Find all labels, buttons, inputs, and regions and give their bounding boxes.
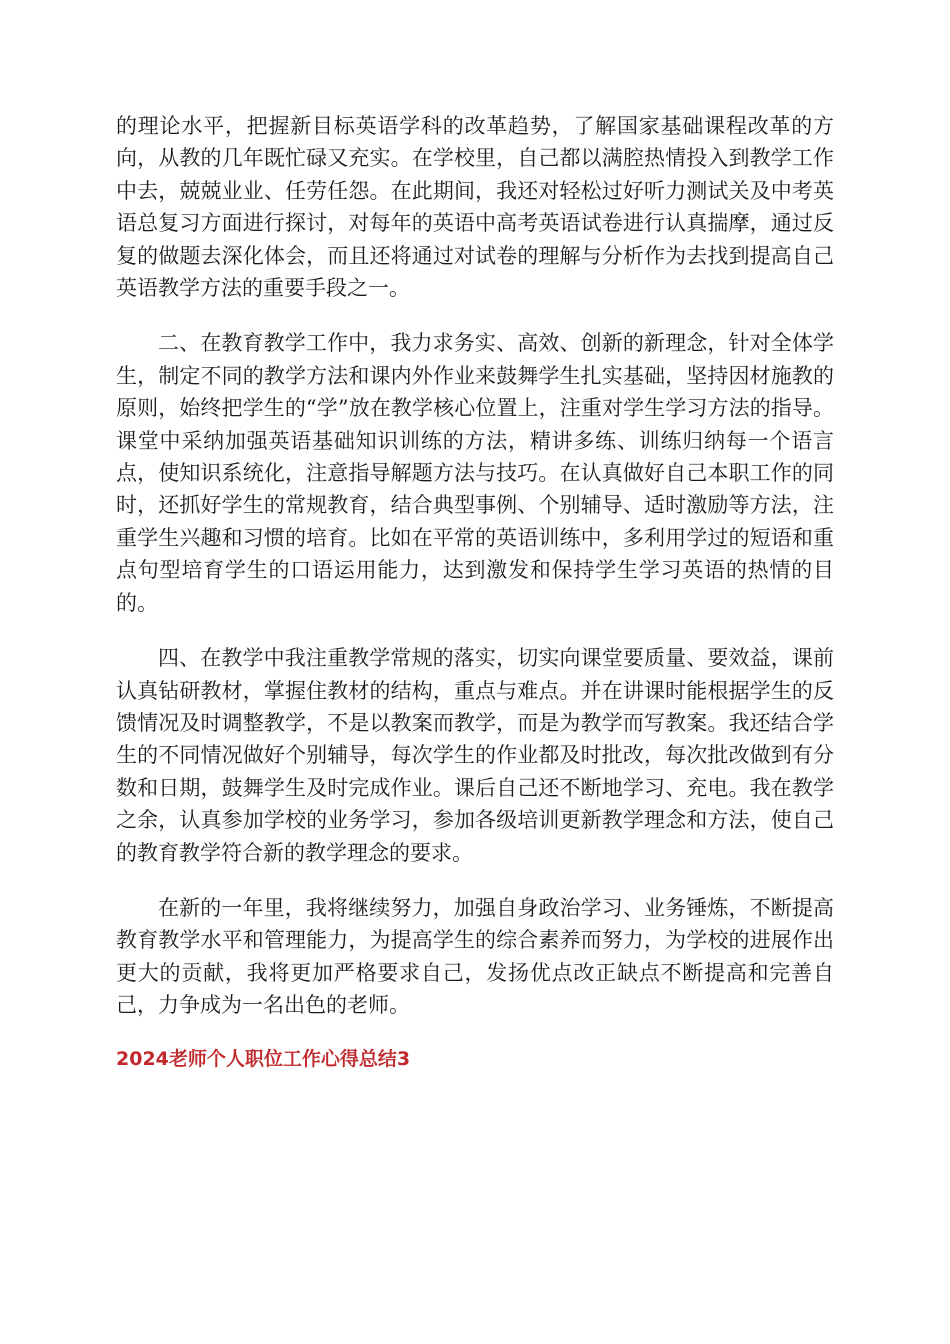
paragraph-section-four: 四、在教学中我注重教学常规的落实，切实向课堂要质量、要效益，课前认真钻研教材，掌握住教材的结构，重点与难点。并在讲课时能根据学生的反馈情况及时调整教学，不是以教案而教学，而是为教学而写教案。我还结合学生的不同情况做好个别辅导，每次学生的作业都及时批改，每次批改做到有分数和日期，鼓舞学生及时完成作业。课后自己还不断地学习、充电。我在教学之余，认真参加学校的业务学习，参加各级培训更新教学理念和方法，使自己的教育教学符合新的教学理念的要求。 bbox=[116, 646, 834, 865]
paragraph-intro-continued: 的理论水平，把握新目标英语学科的改革趋势，了解国家基础课程改革的方向，从教的几年既忙碌又充实。在学校里，自己都以满腔热情投入到教学工作中去，兢兢业业、任劳任怨。在此期间，我还对轻松过好听力测试关及中考英语总复习方面进行探讨，对每年的英语中高考英语试卷进行认真揣摩，通过反复的做题去深化体会，而且还将通过对试卷的理解与分析作为去找到提高自己英语教学方法的重要手段之一。 bbox=[116, 114, 834, 301]
paragraph-section-two: 二、在教育教学工作中，我力求务实、高效、创新的新理念，针对全体学生，制定不同的教学方法和课内外作业来鼓舞学生扎实基础，坚持因材施教的原则，始终把学生的“学”放在教学核心位置上，注重对学生学习方法的指导。课堂中采纳加强英语基础知识训练的方法，精讲多练、训练归纳每一个语言点，使知识系统化，注意指导解题方法与技巧。在认真做好自己本职工作的同时，还抓好学生的常规教育，结合典型事例、个别辅导、适时激励等方法，注重学生兴趣和习惯的培育。比如在平常的英语训练中，多利用学过的短语和重点句型培育学生的口语运用能力，达到激发和保持学生学习英语的热情的目的。 bbox=[116, 331, 834, 615]
paragraph-conclusion: 在新的一年里，我将继续努力，加强自身政治学习、业务锤炼，不断提高教育教学水平和管理能力，为提高学生的综合素养而努力，为学校的进展作出更大的贡献，我将更加严格要求自己，发扬优点改正缺点不断提高和完善自己，力争成为一名出色的老师。 bbox=[116, 895, 834, 1018]
document-page bbox=[116, 110, 834, 1073]
section-heading: 2024老师个人职位工作心得总结3 bbox=[116, 1047, 411, 1070]
